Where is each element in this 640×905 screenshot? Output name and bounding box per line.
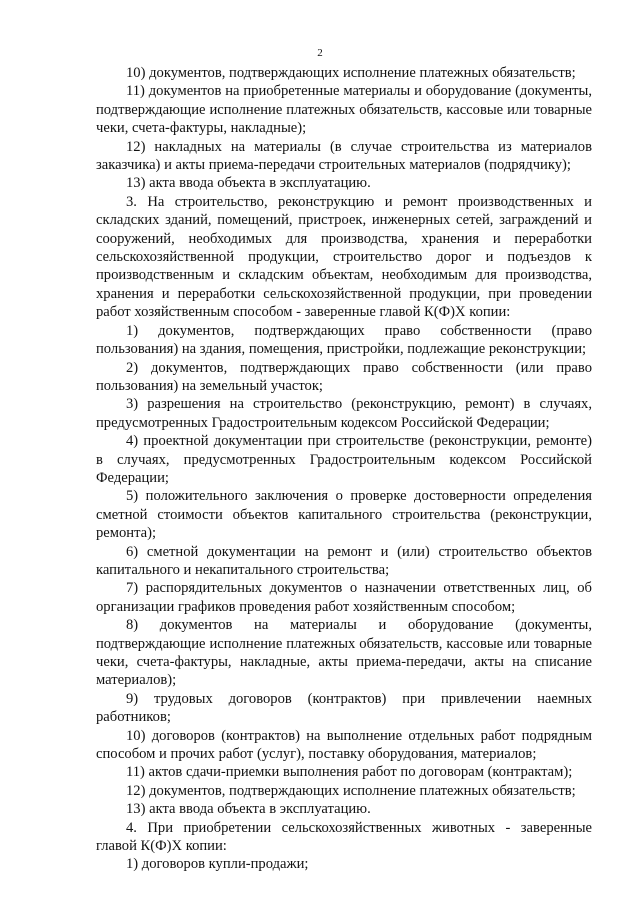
- section-4-heading-paragraph: 4. При приобретении сельскохозяйственных животных - заверенные главой К(Ф)Х копии:: [96, 819, 592, 855]
- list-item-12-invoices: 12) накладных на материалы (в случае строительства из материалов заказчика) и акты приема-передачи строительных материалов (подрядчику);: [96, 138, 592, 174]
- list-item-13-commissioning-act: 13) акта ввода объекта в эксплуатацию.: [126, 175, 371, 192]
- section-3-item-13: 13) акта ввода объекта в эксплуатацию.: [126, 801, 371, 818]
- list-item-10-payment-documents: 10) документов, подтверждающих исполнение платежных обязательств;: [126, 65, 576, 81]
- section-3-item-5: 5) положительного заключения о проверке достоверности определения сметной стоимости объектов капитального строительства (реконструкции, ремонта);: [96, 488, 592, 542]
- list-item-11-materials-documents: 11) документов на приобретенные материалы и оборудование (документы, подтверждающие исполнение платежных обязательств, кассовые или товарные чеки, счета-фактуры, накладные);: [96, 83, 592, 137]
- section-3-item-4: 4) проектной документации при строительстве (реконструкции, ремонте) в случаях, предусмотренных Градостроительным кодексом Российской Федерации;: [96, 433, 592, 486]
- document-body: [96, 64, 592, 874]
- section-3-item-10: 10) договоров (контрактов) на выполнение отдельных работ подрядным способом и прочих работ (услуг), поставку оборудования, материалов;: [96, 727, 592, 763]
- page-number: 2: [317, 47, 323, 59]
- section-3-item-12: 12) документов, подтверждающих исполнение платежных обязательств;: [126, 782, 576, 799]
- section-3-item-6: 6) сметной документации на ремонт и (или) строительство объектов капитального и некапитального строительства;: [96, 543, 592, 578]
- section-3-heading-paragraph: 3. На строительство, реконструкцию и ремонт производственных и складских зданий, помещений, пристроек, инженерных сетей, заграждений и сооружений, необходимых для производства, хранения и переработки сельскохозяйственной продукции, строительство дорог и подъездов к производственным и складским объектам, необходимым для производства, хранения и переработки сельскохозяйственной продукции, при проведении работ хозяйственным способом - заверенные главой К(Ф)Х копии:: [96, 193, 592, 321]
- section-3-item-9: 9) трудовых договоров (контрактов) при привлечении наемных работников;: [96, 690, 592, 726]
- section-3-item-1: 1) документов, подтверждающих право собственности (право пользования) на здания, помещения, пристройки, подлежащие реконструкции;: [96, 322, 592, 358]
- section-3-item-11: 11) актов сдачи-приемки выполнения работ по договорам (контрактам);: [126, 764, 573, 781]
- section-3-item-8: 8) документов на материалы и оборудование (документы, подтверждающие исполнение платежных обязательств, кассовые или товарные чеки, счета-фактуры, накладные, акты приема-передачи, акты на списание материалов);: [96, 617, 592, 689]
- section-4-item-1: 1) договоров купли-продажи;: [126, 856, 309, 873]
- section-3-item-2: 2) документов, подтверждающих право собственности (или право пользования) на земельный участок;: [96, 359, 592, 394]
- section-3-item-7: 7) распорядительных документов о назначении ответственных лиц, об организации графиков проведения работ хозяйственным способом;: [96, 580, 592, 615]
- section-3-item-3: 3) разрешения на строительство (реконструкцию, ремонт) в случаях, предусмотренных Градостроительным кодексом Российской Федерации;: [96, 396, 592, 431]
